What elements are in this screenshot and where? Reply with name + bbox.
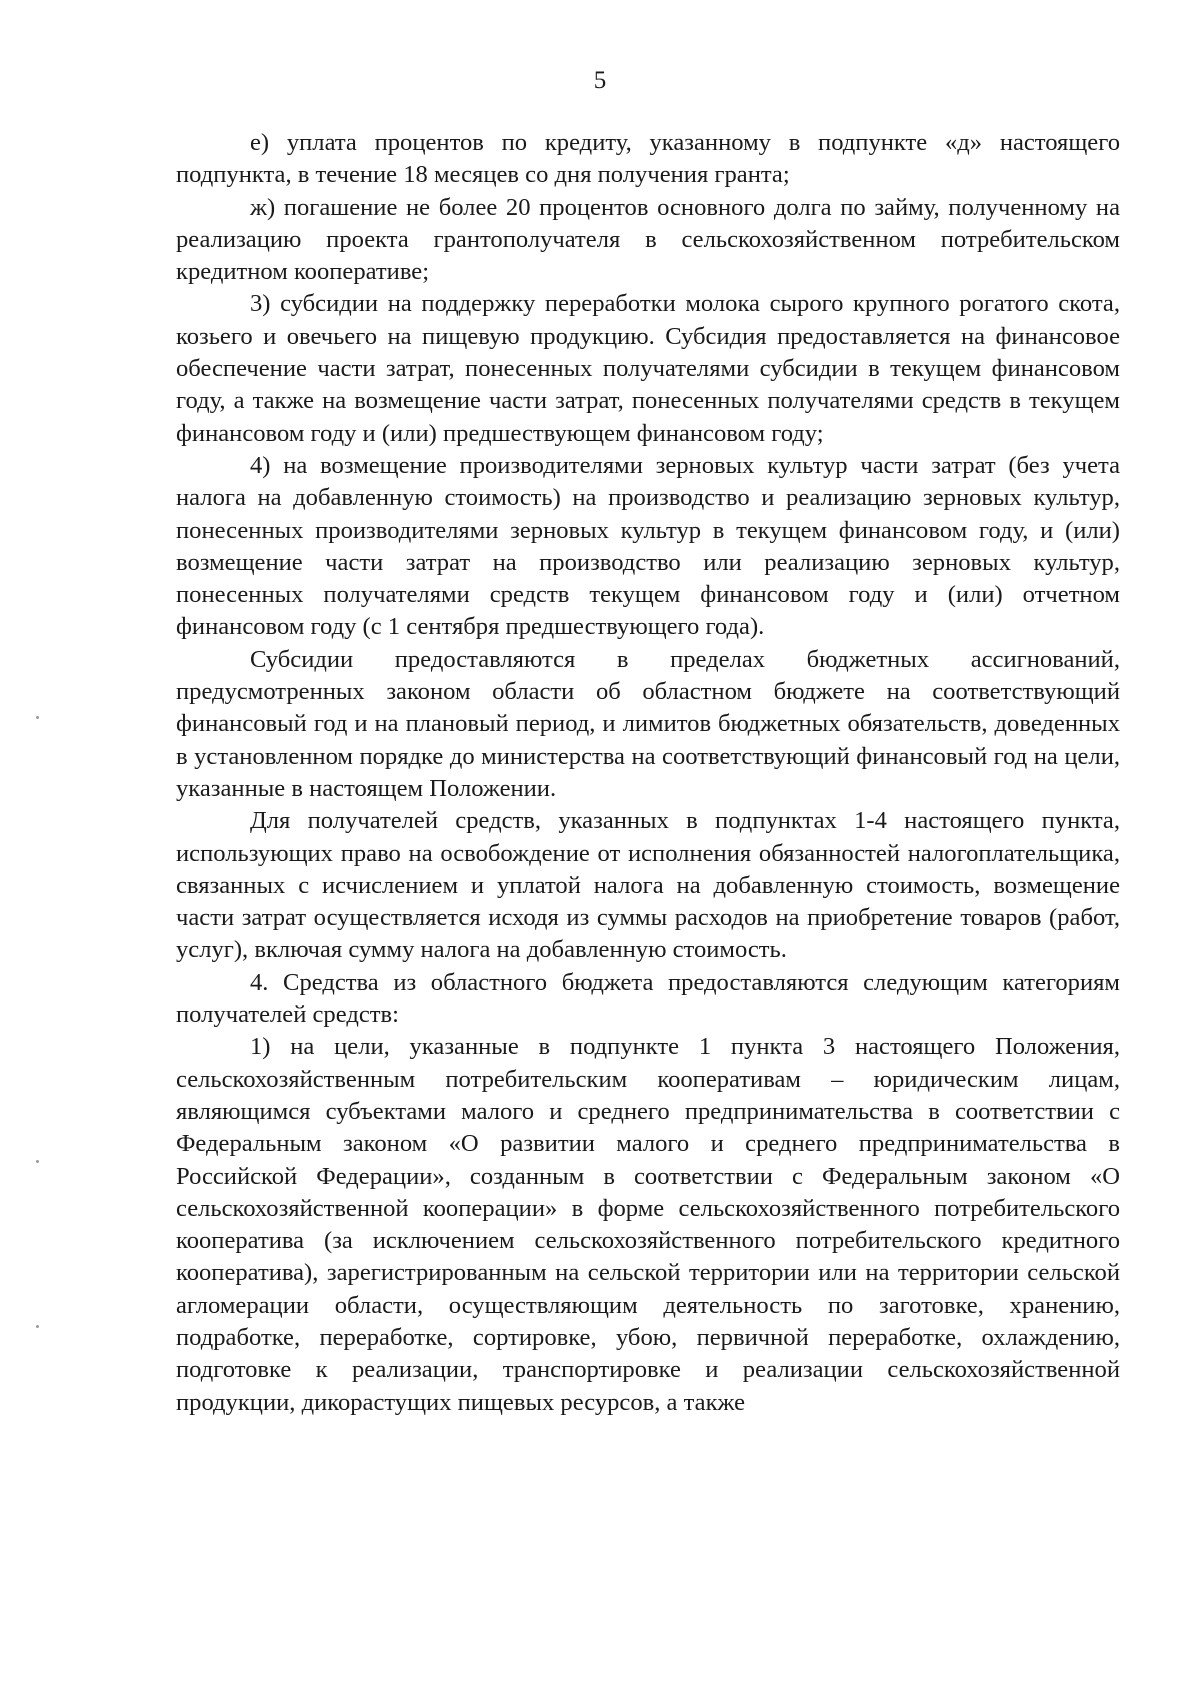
paragraph-clause-4-item-1: 1) на цели, указанные в подпункте 1 пункта 3 настоящего Положения, сельскохозяйственным потребительским кооперативам – юридическим лицам, являющимся субъектами малого и среднего предпринимательства в соответствии с Федеральным законом «О развитии малого и среднего предпринимательства в Российской Федерации», созданным в соответствии с Федеральным законом «О сельскохозяйственной кооперации» в форме сельскохозяйственного потребительского кооператива (за исключением сельскохозяйственного потребительского кредитного кооператива), зарегистрированным на сельской территории или на территории сельской агломерации области, осуществляющим деятельность по заготовке, хранению, подработке, переработке, сортировке, убою, первичной переработке, охлаждению, подготовке к реализации, транспортировке и реализации сельскохозяйственной продукции, дикорастущих пищевых ресурсов, а также: [176, 1033, 1120, 1416]
paragraph-item-3-milk-subsidy: 3) субсидии на поддержку переработки молока сырого крупного рогатого скота, козьего и овечьего на пищевую продукцию. Субсидия предоставляется на финансовое обеспечение части затрат, понесенных получателями субсидии в текущем финансовом году, а также на возмещение части затрат, понесенных получателями средств в текущем финансовом году и (или) предшествующем финансовом году;: [176, 290, 1120, 447]
scan-speck: [36, 1160, 39, 1163]
paragraph-subitem-e: е) уплата процентов по кредиту, указанному в подпункте «д» настоящего подпункта, в течение 18 месяцев со дня получения гранта;: [176, 129, 1120, 189]
paragraph-clause-4: 4. Средства из областного бюджета предоставляются следующим категориям получателей средств:: [176, 968, 1120, 1029]
document-body: [176, 127, 1120, 1419]
scan-speck: [36, 716, 39, 719]
scan-speck: [36, 1325, 39, 1328]
paragraph-subitem-zh: ж) погашение не более 20 процентов основного долга по займу, полученному на реализацию проекта грантополучателя в сельскохозяйственном потребительском кредитном кооперативе;: [176, 193, 1120, 286]
paragraph-budget-limits: Субсидии предоставляются в пределах бюджетных ассигнований, предусмотренных законом области об областном бюджете на соответствующий финансовый год и на плановый период, и лимитов бюджетных обязательств, доведенных в установленном порядке до министерства на соответствующий финансовый год на цели, указанные в настоящем Положении.: [176, 645, 1120, 802]
paragraph-vat-exemption: Для получателей средств, указанных в подпунктах 1-4 настоящего пункта, использующих право на освобождение от исполнения обязанностей налогоплательщика, связанных с исчислением и уплатой налога на добавленную стоимость, возмещение части затрат осуществляется исходя из суммы расходов на приобретение товаров (работ, услуг), включая сумму налога на добавленную стоимость.: [176, 807, 1120, 964]
page-number: 5: [593, 67, 607, 94]
paragraph-item-4-grain-crops: 4) на возмещение производителями зерновых культур части затрат (без учета налога на добавленную стоимость) на производство и реализацию зерновых культур, понесенных производителями зерновых культур в текущем финансовом году, и (или) возмещение части затрат на производство или реализацию зерновых культур, понесенных получателями средств текущем финансовом году и (или) отчетном финансовом году (с 1 сентября предшествующего года).: [176, 451, 1120, 641]
